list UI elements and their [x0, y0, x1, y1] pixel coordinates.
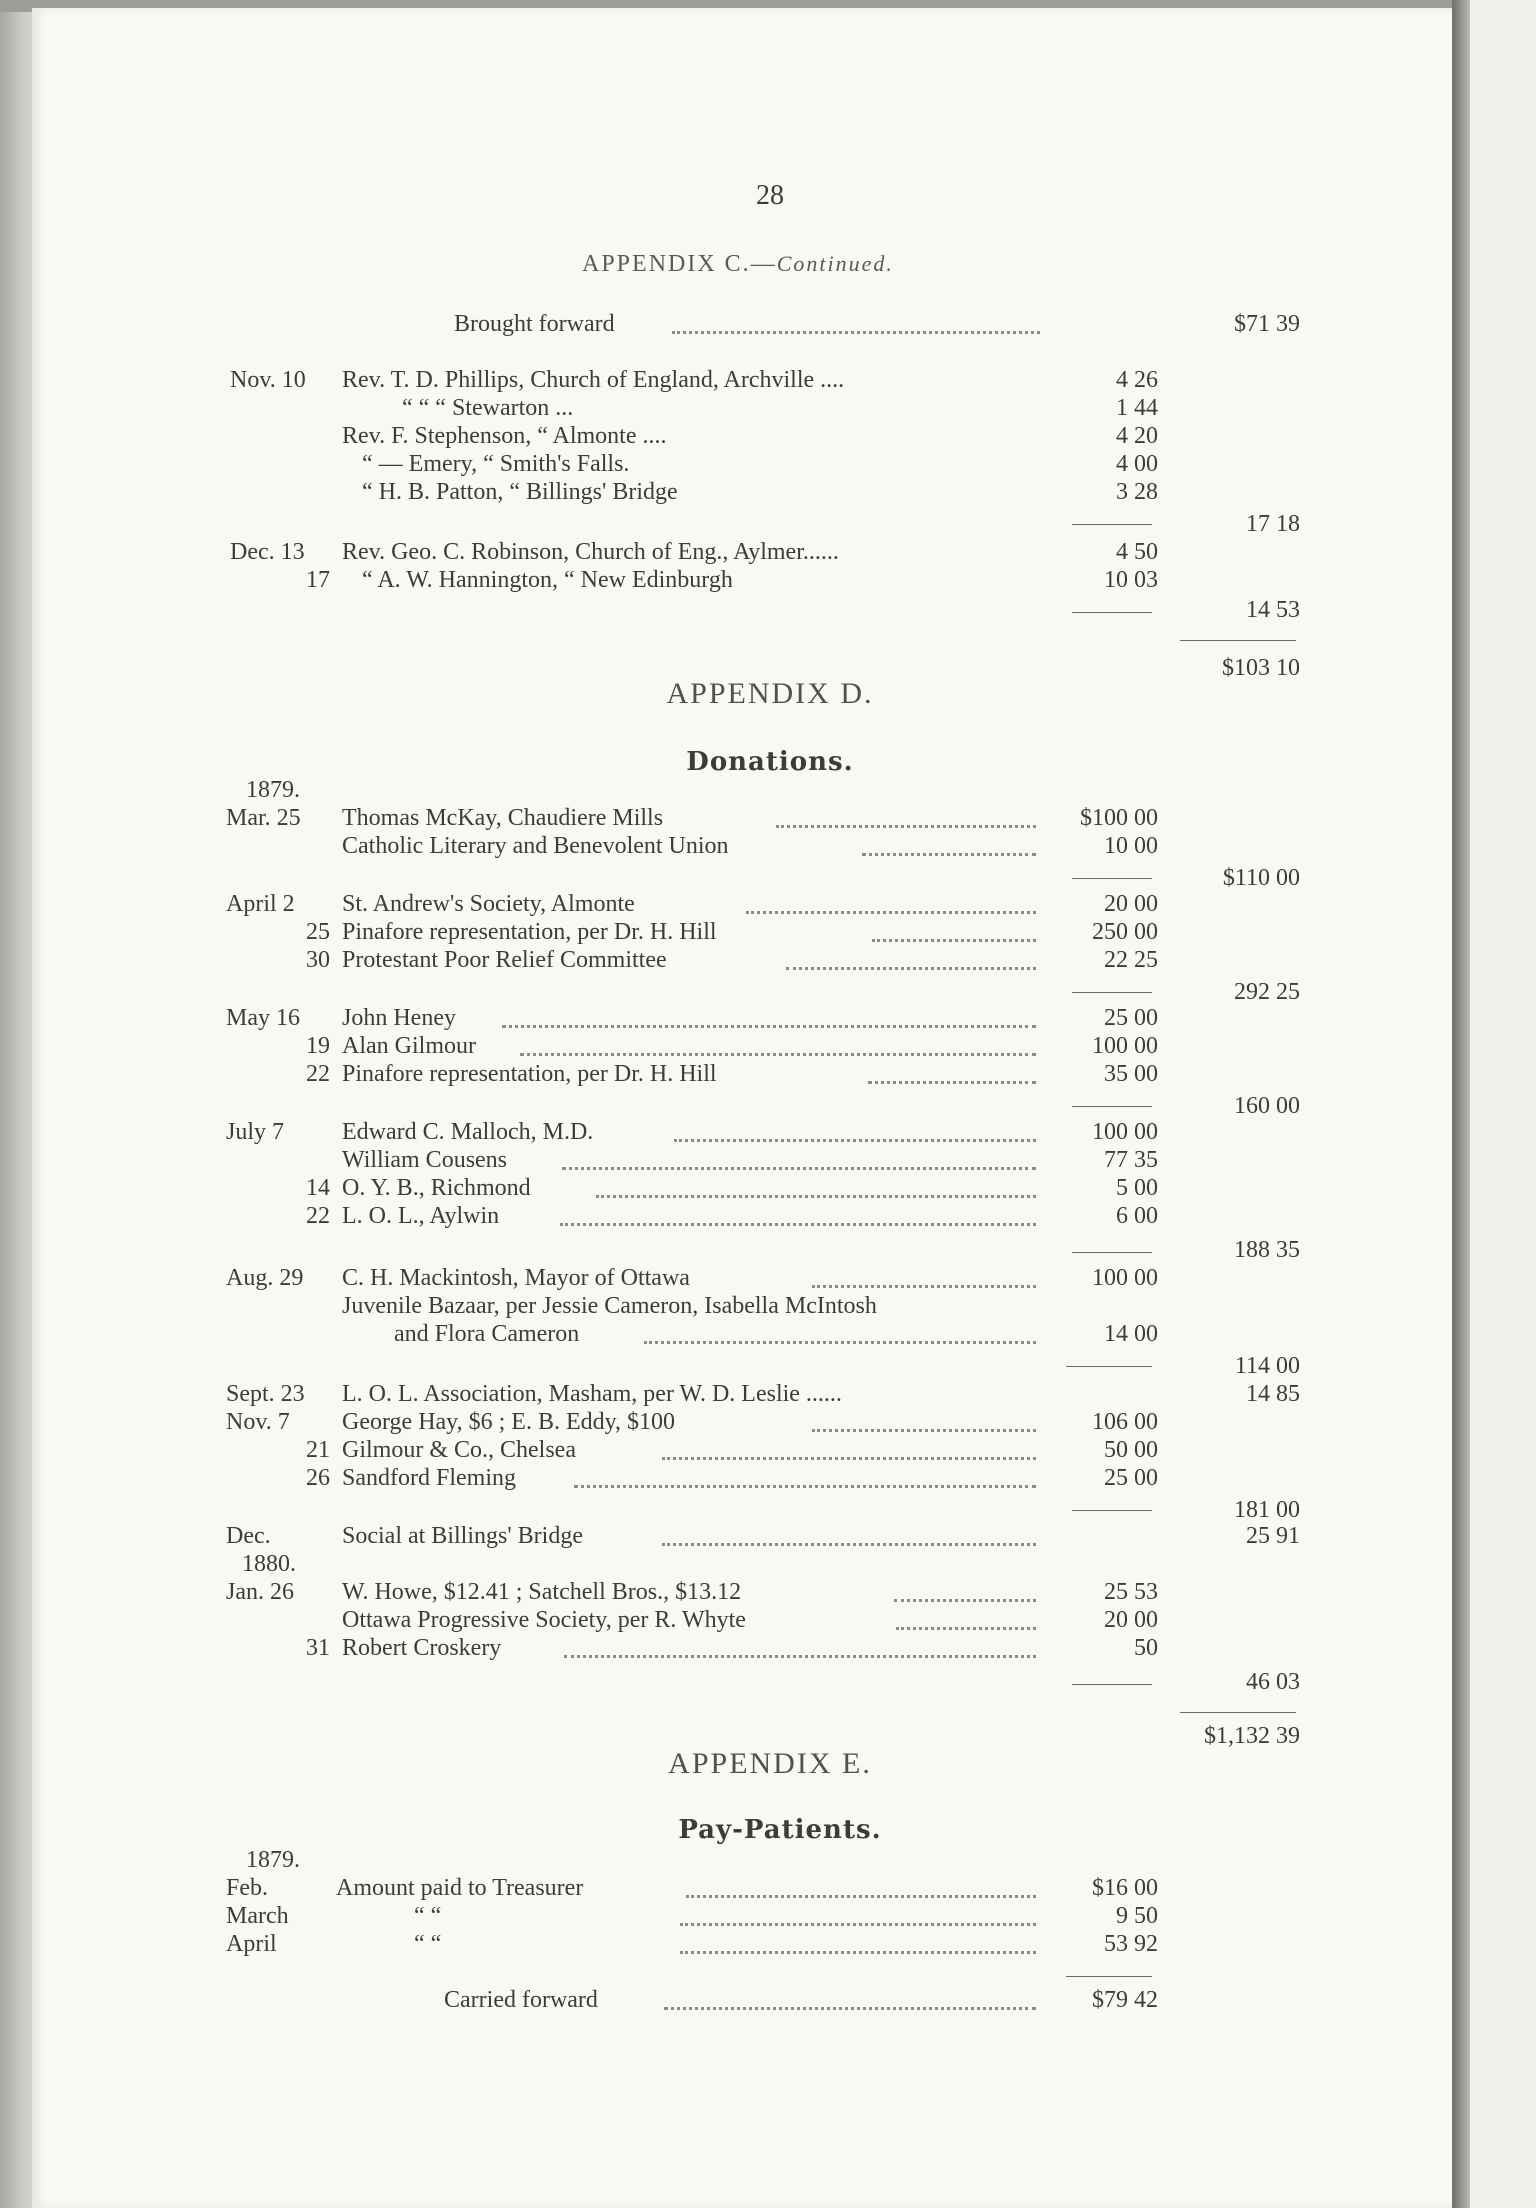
- entry-amount: 100 00: [1092, 1119, 1158, 1145]
- appendix-e-subtitle: Pay-Patients.: [678, 1815, 882, 1845]
- leader-dots: [868, 1081, 1036, 1084]
- entry-description: Amount paid to Treasurer: [336, 1875, 584, 1901]
- entry-amount: $16 00: [1092, 1875, 1158, 1901]
- entry-amount: 4 50: [1116, 539, 1158, 565]
- entry-description: L. O. L., Aylwin: [342, 1203, 500, 1229]
- appendix-c-title: APPENDIX C.—Continued.: [582, 251, 894, 277]
- entry-description: Thomas McKay, Chaudiere Mills: [342, 805, 664, 831]
- entry-description: Catholic Literary and Benevolent Union: [342, 833, 729, 859]
- entry-amount: 53 92: [1104, 1931, 1158, 1957]
- subtotal: 14 85: [1246, 1381, 1300, 1407]
- entry-amount: 14 00: [1104, 1321, 1158, 1347]
- entry-amount: 4 00: [1116, 451, 1158, 477]
- sum-rule: [1072, 992, 1152, 993]
- sum-rule: [1072, 1684, 1152, 1685]
- leader-dots: [872, 939, 1036, 942]
- subtotal: 160 00: [1234, 1093, 1300, 1119]
- entry-amount: 77 35: [1104, 1147, 1158, 1173]
- appendix-d-title: APPENDIX D.: [666, 677, 874, 710]
- entry-description: Rev. Geo. C. Robinson, Church of Eng., Aylmer......: [342, 539, 839, 565]
- sum-rule: [1072, 1510, 1152, 1511]
- leader-dots: [896, 1627, 1036, 1630]
- entry-amount: 106 00: [1092, 1409, 1158, 1435]
- entry-date: Nov. 7: [226, 1409, 290, 1435]
- appendix-d-subtitle: Donations.: [686, 747, 854, 777]
- entry-amount: 20 00: [1104, 891, 1158, 917]
- leader-dots: [662, 1457, 1036, 1460]
- leader-dots: [560, 1223, 1036, 1226]
- total-rule: [1180, 640, 1296, 641]
- entry-description: Social at Billings' Bridge: [342, 1523, 583, 1549]
- year-heading: 1879.: [246, 1847, 300, 1873]
- sum-rule: [1072, 1252, 1152, 1253]
- entry-date: Sept. 23: [226, 1381, 305, 1407]
- entry-amount: 250 00: [1092, 919, 1158, 945]
- entry-description: Edward C. Malloch, M.D.: [342, 1119, 594, 1145]
- entry-description: Ottawa Progressive Society, per R. Whyte: [342, 1607, 746, 1633]
- leader-dots: [662, 1543, 1036, 1546]
- leader-dots: [672, 331, 1040, 334]
- entry-description: Pinafore representation, per Dr. H. Hill: [342, 919, 717, 945]
- entry-amount: 25 00: [1104, 1465, 1158, 1491]
- entry-amount: 4 20: [1116, 423, 1158, 449]
- subtotal: 188 35: [1234, 1237, 1300, 1263]
- entry-date: 14: [306, 1175, 330, 1201]
- leader-dots: [520, 1053, 1036, 1056]
- entry-description: Pinafore representation, per Dr. H. Hill: [342, 1061, 717, 1087]
- entry-date: April 2: [226, 891, 295, 917]
- leader-dots: [680, 1951, 1036, 1954]
- sum-rule: [1072, 524, 1152, 525]
- entry-description: “ — Emery, “ Smith's Falls.: [362, 451, 630, 477]
- subtotal: $110 00: [1222, 865, 1300, 891]
- entry-description: George Hay, $6 ; E. B. Eddy, $100: [342, 1409, 676, 1435]
- entry-description: Robert Croskery: [342, 1635, 502, 1661]
- entry-date: 19: [306, 1033, 330, 1059]
- entry-date: 17: [306, 567, 330, 593]
- year-heading: 1879.: [246, 777, 300, 803]
- entry-date: Aug. 29: [226, 1265, 304, 1291]
- entry-date: Jan. 26: [226, 1579, 294, 1605]
- entry-description: “ H. B. Patton, “ Billings' Bridge: [362, 479, 678, 505]
- leader-dots: [746, 911, 1036, 914]
- entry-description: Rev. F. Stephenson, “ Almonte ....: [342, 423, 667, 449]
- entry-description: “ “: [414, 1903, 442, 1929]
- sum-rule: [1072, 612, 1152, 613]
- brought-forward-amount: $71 39: [1234, 311, 1300, 337]
- entry-description: Sandford Fleming: [342, 1465, 516, 1491]
- leader-dots: [812, 1429, 1036, 1432]
- leader-dots: [596, 1195, 1036, 1198]
- entry-date: 22: [306, 1061, 330, 1087]
- entry-amount: 1 44: [1116, 395, 1158, 421]
- facing-page-margin: [1470, 0, 1536, 2208]
- entry-amount: 50: [1134, 1635, 1158, 1661]
- entry-date: Dec. 13: [230, 539, 305, 565]
- entry-description: William Cousens: [342, 1147, 508, 1173]
- entry-date: April: [226, 1931, 277, 1957]
- subtotal: 181 00: [1234, 1497, 1300, 1523]
- entry-description: Rev. T. D. Phillips, Church of England, Archville ....: [342, 367, 845, 393]
- entry-amount: $100 00: [1080, 805, 1158, 831]
- subtotal: 25 91: [1246, 1523, 1300, 1549]
- entry-date: 21: [306, 1437, 330, 1463]
- sum-rule: [1066, 1366, 1152, 1367]
- appendix-e-title: APPENDIX E.: [668, 1747, 872, 1780]
- year-heading: 1880.: [242, 1551, 296, 1577]
- entry-amount: 5 00: [1116, 1175, 1158, 1201]
- entry-amount: 20 00: [1104, 1607, 1158, 1633]
- leader-dots: [674, 1139, 1036, 1142]
- entry-date: Feb.: [226, 1875, 268, 1901]
- entry-description: John Heney: [342, 1005, 456, 1031]
- leader-dots: [862, 853, 1036, 856]
- entry-amount: 25 53: [1104, 1579, 1158, 1605]
- entry-description: W. Howe, $12.41 ; Satchell Bros., $13.12: [342, 1579, 742, 1605]
- leader-dots: [562, 1167, 1036, 1170]
- entry-amount: 4 26: [1116, 367, 1158, 393]
- entry-description: L. O. L. Association, Masham, per W. D. Leslie ......: [342, 1381, 842, 1407]
- subtotal: 14 53: [1246, 597, 1300, 623]
- entry-amount: 22 25: [1104, 947, 1158, 973]
- carried-forward-label: Carried forward: [444, 1987, 598, 2013]
- entry-amount: 6 00: [1116, 1203, 1158, 1229]
- leader-dots: [786, 967, 1036, 970]
- entry-date: 26: [306, 1465, 330, 1491]
- leader-dots: [680, 1923, 1036, 1926]
- book-gutter-shadow: [1452, 0, 1470, 2208]
- entry-description: “ “ “ Stewarton ...: [402, 395, 574, 421]
- brought-forward-label: Brought forward: [454, 311, 615, 337]
- entry-description: and Flora Cameron: [394, 1321, 580, 1347]
- entry-amount: 25 00: [1104, 1005, 1158, 1031]
- entry-amount: 10 00: [1104, 833, 1158, 859]
- leader-dots: [812, 1285, 1036, 1288]
- entry-date: 31: [306, 1635, 330, 1661]
- leader-dots: [564, 1655, 1036, 1658]
- subtotal: 46 03: [1246, 1669, 1300, 1695]
- leader-dots: [664, 2007, 1036, 2010]
- leader-dots: [776, 825, 1036, 828]
- entry-amount: 50 00: [1104, 1437, 1158, 1463]
- entry-date: Nov. 10: [230, 367, 306, 393]
- leader-dots: [644, 1341, 1036, 1344]
- entry-description: “ A. W. Hannington, “ New Edinburgh: [362, 567, 733, 593]
- leader-dots: [686, 1895, 1036, 1898]
- entry-description: “ “: [414, 1931, 442, 1957]
- entry-date: Mar. 25: [226, 805, 301, 831]
- leader-dots: [894, 1599, 1036, 1602]
- entry-description: Juvenile Bazaar, per Jessie Cameron, Isabella McIntosh: [342, 1293, 877, 1319]
- appendix-d-total: $1,132 39: [1204, 1723, 1300, 1749]
- sum-rule: [1072, 1106, 1152, 1107]
- entry-date: Dec.: [226, 1523, 271, 1549]
- sum-rule: [1072, 878, 1152, 879]
- entry-amount: 9 50: [1116, 1903, 1158, 1929]
- entry-amount: 10 03: [1104, 567, 1158, 593]
- entry-date: March: [226, 1903, 289, 1929]
- leader-dots: [574, 1485, 1036, 1488]
- entry-amount: 35 00: [1104, 1061, 1158, 1087]
- entry-description: St. Andrew's Society, Almonte: [342, 891, 635, 917]
- subtotal: 292 25: [1234, 979, 1300, 1005]
- appendix-c-total: $103 10: [1222, 655, 1300, 681]
- subtotal: 114 00: [1234, 1353, 1300, 1379]
- leader-dots: [502, 1025, 1036, 1028]
- sum-rule: [1066, 1976, 1152, 1977]
- entry-amount: 100 00: [1092, 1265, 1158, 1291]
- entry-date: 25: [306, 919, 330, 945]
- entry-description: Protestant Poor Relief Committee: [342, 947, 667, 973]
- carried-forward-amount: $79 42: [1092, 1987, 1158, 2013]
- entry-description: Gilmour & Co., Chelsea: [342, 1437, 576, 1463]
- total-rule: [1180, 1712, 1296, 1713]
- subtotal: 17 18: [1246, 511, 1300, 537]
- entry-amount: 3 28: [1116, 479, 1158, 505]
- entry-date: May 16: [226, 1005, 300, 1031]
- page-number: 28: [756, 180, 784, 211]
- entry-amount: 100 00: [1092, 1033, 1158, 1059]
- entry-description: O. Y. B., Richmond: [342, 1175, 531, 1201]
- entry-description: Alan Gilmour: [342, 1033, 476, 1059]
- entry-date: 30: [306, 947, 330, 973]
- entry-description: C. H. Mackintosh, Mayor of Ottawa: [342, 1265, 690, 1291]
- entry-date: July 7: [226, 1119, 285, 1145]
- entry-date: 22: [306, 1203, 330, 1229]
